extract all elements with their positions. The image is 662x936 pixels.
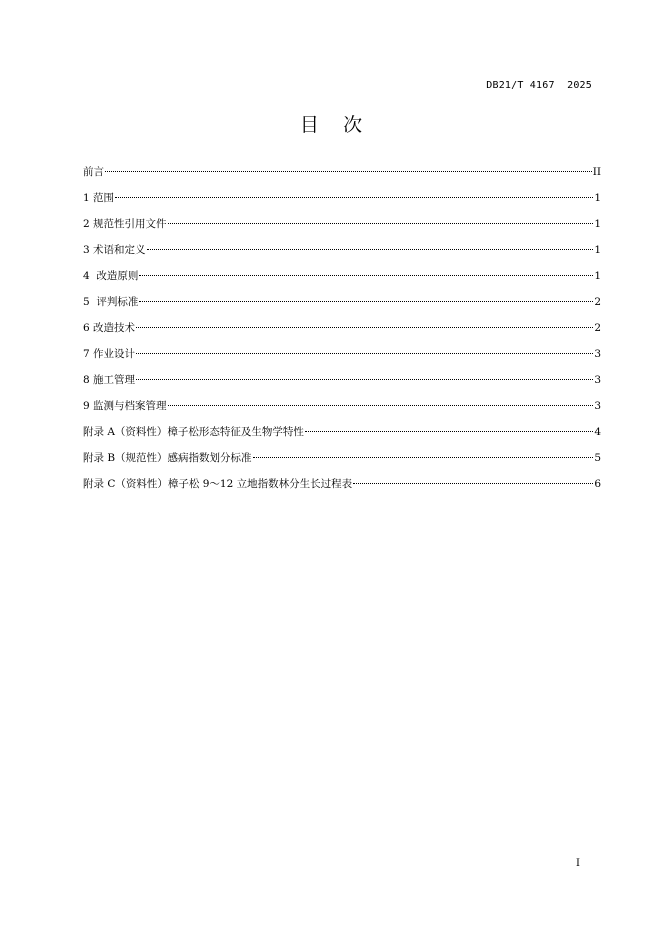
toc-leader-dots: [168, 223, 594, 224]
toc-entry-operation-design[interactable]: [83, 344, 601, 370]
toc-leader-dots: [147, 249, 594, 250]
toc-entry-monitoring-archives[interactable]: [83, 396, 601, 422]
toc-entry-page: 6: [594, 478, 601, 490]
toc-entry-label: 2 规范性引用文件: [83, 218, 167, 230]
toc-entry-page: 4: [594, 426, 601, 438]
toc-entry-criteria[interactable]: [83, 292, 601, 318]
toc-entry-label: 附录 C（资料性）樟子松 9～12 立地指数林分生长过程表: [83, 478, 353, 490]
toc-leader-dots: [253, 457, 594, 458]
toc-leader-dots: [136, 327, 593, 328]
toc-entry-page: 3: [594, 348, 601, 360]
toc-entry-page: 2: [594, 296, 601, 308]
table-of-contents: [83, 162, 601, 500]
toc-leader-dots: [105, 171, 592, 172]
toc-entry-label: 附录 B（规范性）感病指数划分标准: [83, 452, 252, 464]
toc-entry-scope[interactable]: [83, 188, 601, 214]
toc-entry-construction-management[interactable]: [83, 370, 601, 396]
toc-entry-foreword[interactable]: [83, 162, 601, 188]
standard-code: DB21/T 4167 2025: [486, 80, 592, 91]
toc-entry-label: 附录 A（资料性）樟子松形态特征及生物学特性: [83, 426, 304, 438]
toc-title: 目 次: [299, 114, 363, 136]
toc-leader-dots: [136, 353, 593, 354]
toc-entry-page: 3: [594, 374, 601, 386]
toc-entry-appendix-c[interactable]: [83, 474, 601, 500]
toc-entry-label: 4 改造原则: [83, 270, 139, 282]
toc-entry-page: 1: [594, 244, 601, 256]
toc-entry-normative-references[interactable]: [83, 214, 601, 240]
toc-entry-label: 8 施工管理: [83, 374, 136, 386]
toc-leader-dots: [305, 431, 593, 432]
toc-entry-page: 5: [594, 452, 601, 464]
toc-entry-page: 1: [594, 218, 601, 230]
toc-entry-techniques[interactable]: [83, 318, 601, 344]
toc-entry-appendix-b[interactable]: [83, 448, 601, 474]
toc-entry-label: 6 改造技术: [83, 322, 136, 334]
toc-entry-page: 1: [594, 192, 601, 204]
toc-leader-dots: [353, 483, 593, 484]
toc-leader-dots: [136, 379, 593, 380]
toc-entry-label: 7 作业设计: [83, 348, 136, 360]
toc-entry-page: 3: [594, 400, 601, 412]
toc-entry-label: 9 监测与档案管理: [83, 400, 167, 412]
toc-entry-label: 3 术语和定义: [83, 244, 146, 256]
toc-entry-label: 5 评判标准: [83, 296, 139, 308]
toc-entry-principles[interactable]: [83, 266, 601, 292]
toc-entry-terms-definitions[interactable]: [83, 240, 601, 266]
toc-leader-dots: [139, 275, 593, 276]
toc-entry-page: 1: [594, 270, 601, 282]
toc-leader-dots: [168, 405, 594, 406]
toc-entry-appendix-a[interactable]: [83, 422, 601, 448]
toc-entry-page: 2: [594, 322, 601, 334]
page-number: I: [576, 858, 580, 869]
toc-leader-dots: [139, 301, 593, 302]
toc-entry-label: 1 范围: [83, 192, 115, 204]
toc-entry-page: II: [592, 166, 601, 178]
toc-entry-label: 前言: [83, 166, 104, 178]
toc-leader-dots: [115, 197, 593, 198]
